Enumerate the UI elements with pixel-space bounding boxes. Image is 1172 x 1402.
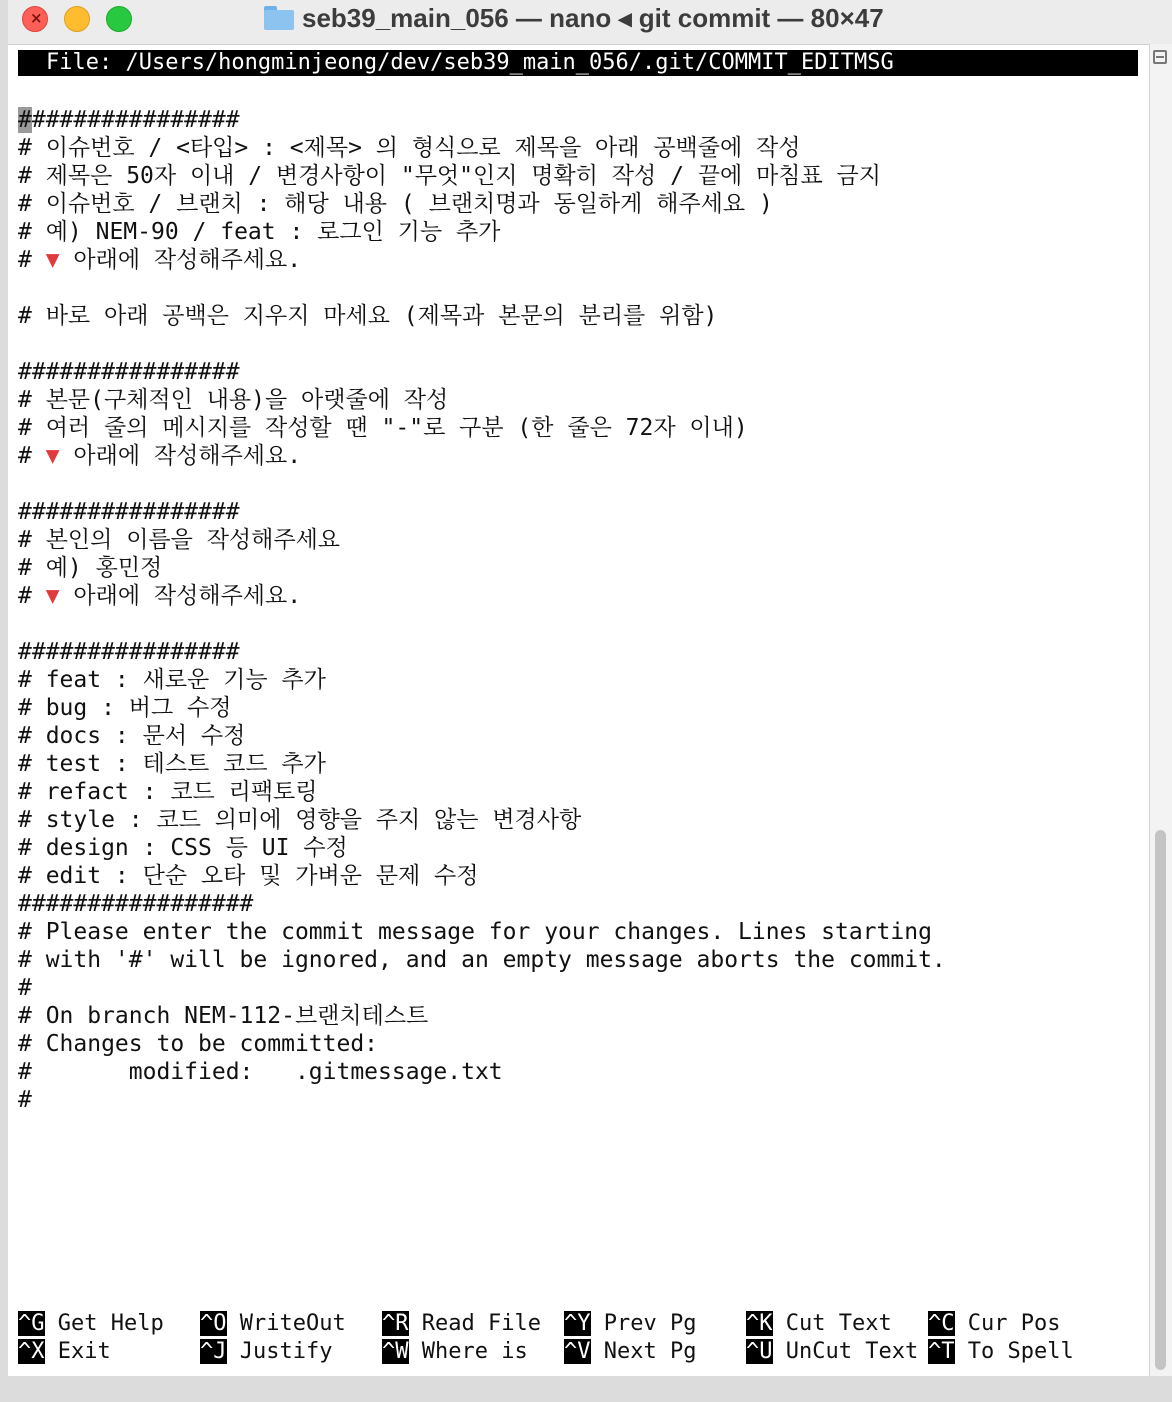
shortcut-key: ^O (200, 1311, 227, 1336)
editor-line: # 예) 홍민정 (18, 555, 163, 581)
shortcut-read-file[interactable] (382, 1310, 541, 1338)
editor-line: # 이슈번호 / <타입> : <제목> 의 형식으로 제목을 아래 공백줄에 작성 (18, 135, 801, 161)
shortcut-cut-text[interactable] (746, 1310, 892, 1338)
editor-line: # refact : 코드 리팩토링 (18, 779, 318, 805)
editor-line: # 본문(구체적인 내용)을 아랫줄에 작성 (18, 387, 449, 413)
editor-line: # 제목은 50자 이내 / 변경사항이 "무엇"인지 명확히 작성 / 끝에 마침표 금지 (18, 163, 881, 189)
editor-line: # modified: .gitmessage.txt (18, 1059, 503, 1085)
shortcut-key: ^G (18, 1311, 45, 1336)
red-down-triangle-icon: ▼ (45, 443, 60, 469)
editor-line: # ▼ 아래에 작성해주세요. (18, 583, 302, 609)
shortcut-key: ^X (18, 1339, 45, 1364)
editor-line: # feat : 새로운 기능 추가 (18, 667, 326, 693)
shortcut-next-pg[interactable] (564, 1338, 696, 1366)
editor-line: # bug : 버그 수정 (18, 695, 232, 721)
text-cursor: # (18, 107, 32, 133)
zoom-window-button[interactable] (106, 6, 132, 32)
editor-line: # (18, 1087, 32, 1113)
shortcut-key: ^W (382, 1339, 409, 1364)
shortcut-to-spell[interactable] (928, 1338, 1074, 1366)
editor-line: # test : 테스트 코드 추가 (18, 751, 326, 777)
shortcut-uncut-text[interactable] (746, 1338, 918, 1366)
editor-line: # ▼ 아래에 작성해주세요. (18, 247, 302, 273)
editor-line: # style : 코드 의미에 영향을 주지 않는 변경사항 (18, 807, 582, 833)
shortcut-label: Cur Pos (954, 1311, 1061, 1336)
shortcut-key: ^C (928, 1311, 955, 1336)
shortcut-where-is[interactable] (382, 1338, 528, 1366)
window-title: seb39_main_056 — nano ◂ git commit — 80×47 (302, 2, 884, 33)
editor-line: # 바로 아래 공백은 지우지 마세요 (제목과 본문의 분리를 위함) (18, 303, 718, 329)
shortcut-label: Where is (408, 1339, 528, 1364)
shortcut-label: UnCut Text (772, 1339, 919, 1364)
shortcut-key: ^Y (564, 1311, 591, 1336)
editor-line: ################# (18, 891, 254, 917)
shortcut-key: ^R (382, 1311, 409, 1336)
editor-line: # 본인의 이름을 작성해주세요 (18, 527, 341, 553)
close-window-button[interactable] (22, 6, 48, 32)
shortcut-prev-pg[interactable] (564, 1310, 696, 1338)
editor-line: # design : CSS 등 UI 수정 (18, 835, 348, 861)
shortcut-label: Get Help (44, 1311, 164, 1336)
terminal-window (8, 0, 1172, 1376)
editor-line: ################ (18, 639, 240, 665)
editor-line: # 여러 줄의 메시지를 작성할 땐 "-"로 구분 (한 줄은 72자 이내) (18, 415, 748, 441)
editor-line: # Please enter the commit message for your changes. Lines starting (18, 919, 932, 945)
shortcut-label: Justify (226, 1339, 333, 1364)
shortcut-justify[interactable] (200, 1338, 332, 1366)
editor-line: # with '#' will be ignored, and an empty message aborts the commit. (18, 947, 946, 973)
shortcut-label: WriteOut (226, 1311, 346, 1336)
nano-file-header: File: /Users/hongminjeong/dev/seb39_main_056/.git/COMMIT_EDITMSG (18, 50, 1138, 76)
nano-editor[interactable] (18, 48, 1148, 1376)
shortcut-key: ^K (746, 1311, 773, 1336)
editor-line: # docs : 문서 수정 (18, 723, 246, 749)
shortcut-cur-pos[interactable] (928, 1310, 1060, 1338)
editor-line: # edit : 단순 오타 및 가벼운 문제 수정 (18, 863, 479, 889)
editor-line: # Changes to be committed: (18, 1031, 379, 1057)
editor-line: # ▼ 아래에 작성해주세요. (18, 443, 302, 469)
shortcut-label: Exit (44, 1339, 111, 1364)
editor-line: # 이슈번호 / 브랜치 : 해당 내용 ( 브랜치명과 동일하게 해주세요 ) (18, 191, 773, 217)
shortcut-label: Read File (408, 1311, 541, 1336)
shortcut-get-help[interactable] (18, 1310, 164, 1338)
list-icon (1153, 50, 1167, 64)
shortcut-key: ^T (928, 1339, 955, 1364)
window-title-group (264, 2, 884, 34)
close-icon: × (30, 9, 43, 27)
editor-line: ################ (18, 359, 240, 385)
shortcut-writeout[interactable] (200, 1310, 346, 1338)
editor-line: ################ (18, 499, 240, 525)
editor-line: # 예) NEM-90 / feat : 로그인 기능 추가 (18, 219, 501, 245)
editor-line: ################ (18, 107, 240, 133)
shortcut-key: ^U (746, 1339, 773, 1364)
shortcut-label: Next Pg (590, 1339, 697, 1364)
shortcut-label: To Spell (954, 1339, 1074, 1364)
shortcut-key: ^V (564, 1339, 591, 1364)
shortcut-label: Prev Pg (590, 1311, 697, 1336)
minimize-window-button[interactable] (64, 6, 90, 32)
editor-line: # On branch NEM-112-브랜치테스트 (18, 1003, 429, 1029)
vertical-scrollbar[interactable] (1149, 44, 1172, 1376)
title-bar (8, 0, 1172, 45)
scrollbar-thumb[interactable] (1155, 830, 1166, 1370)
red-down-triangle-icon: ▼ (45, 583, 60, 609)
shortcut-label: Cut Text (772, 1311, 892, 1336)
folder-icon (264, 6, 294, 30)
shortcut-key: ^J (200, 1339, 227, 1364)
editor-line: # (18, 975, 32, 1001)
shortcut-exit[interactable] (18, 1338, 111, 1366)
red-down-triangle-icon: ▼ (45, 247, 60, 273)
